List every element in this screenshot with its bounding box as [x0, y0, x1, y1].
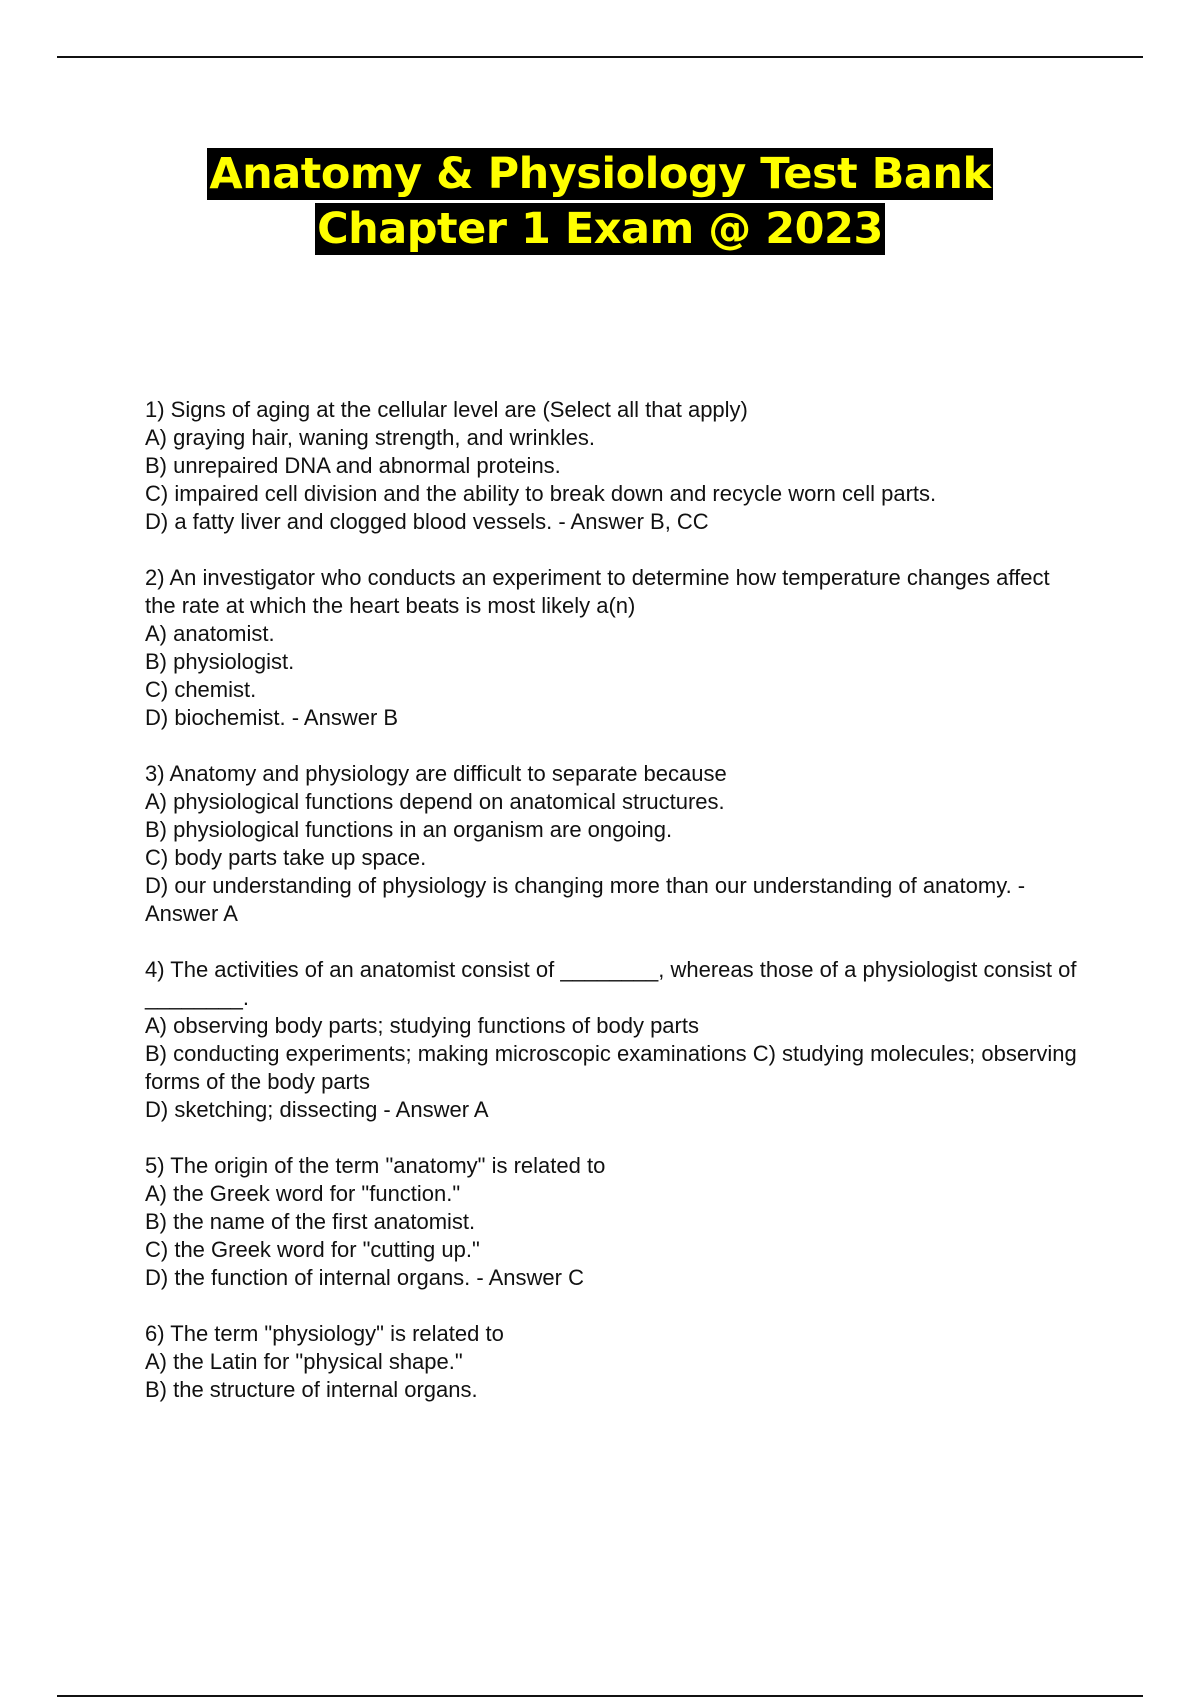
question-2-option-c: C) chemist.: [145, 677, 257, 702]
question-1-stem: 1) Signs of aging at the cellular level are (Select all that apply): [145, 397, 748, 422]
question-1-option-c: C) impaired cell division and the ability to break down and recycle worn cell parts.: [145, 481, 937, 506]
question-4-option-b-c: B) conducting experiments; making microscopic examinations C) studying molecules; observing forms of the body parts: [145, 1041, 1083, 1094]
question-6-option-b: B) the structure of internal organs.: [145, 1377, 478, 1402]
title-line-1: Anatomy & Physiology Test Bank: [209, 149, 991, 199]
question-4-option-a: A) observing body parts; studying functions of body parts: [145, 1013, 699, 1038]
question-2-option-b: B) physiologist.: [145, 649, 295, 674]
question-6-option-a: A) the Latin for "physical shape.": [145, 1349, 463, 1374]
question-4-stem-blank: ________.: [145, 985, 249, 1010]
question-2-option-d-answer: D) biochemist. - Answer B: [145, 705, 399, 730]
question-5-option-a: A) the Greek word for "function.": [145, 1181, 461, 1206]
top-rule: [57, 56, 1143, 58]
question-5: [145, 1152, 1085, 1292]
question-4: [145, 956, 1085, 1124]
question-6: [145, 1320, 1085, 1404]
question-1-option-a: A) graying hair, waning strength, and wrinkles.: [145, 425, 596, 450]
question-6-stem: 6) The term "physiology" is related to: [145, 1321, 504, 1346]
question-2: [145, 564, 1085, 732]
question-3-option-a: A) physiological functions depend on anatomical structures.: [145, 789, 725, 814]
title-line-2: Chapter 1 Exam @ 2023: [317, 204, 883, 254]
question-4-stem: 4) The activities of an anatomist consist of ________, whereas those of a physiologist consist of: [145, 957, 1077, 982]
question-1: [145, 396, 1085, 536]
question-5-option-b: B) the name of the first anatomist.: [145, 1209, 476, 1234]
question-3-option-d-answer: D) our understanding of physiology is changing more than our understanding of anatomy. - Answer A: [145, 873, 1031, 926]
question-3-option-c: C) body parts take up space.: [145, 845, 427, 870]
question-1-option-d-answer: D) a fatty liver and clogged blood vessels. - Answer B, CC: [145, 509, 709, 534]
document-title: [0, 148, 1200, 258]
question-3-stem: 3) Anatomy and physiology are difficult to separate because: [145, 761, 727, 786]
question-5-option-c: C) the Greek word for "cutting up.": [145, 1237, 480, 1262]
question-5-stem: 5) The origin of the term "anatomy" is related to: [145, 1153, 606, 1178]
question-2-stem: 2) An investigator who conducts an experiment to determine how temperature changes affect the rate at which the heart beats is most likely a(n): [145, 565, 1056, 618]
bottom-rule: [57, 1695, 1143, 1697]
question-2-option-a: A) anatomist.: [145, 621, 275, 646]
question-3-option-b: B) physiological functions in an organism are ongoing.: [145, 817, 673, 842]
question-list: [145, 396, 1085, 1432]
question-3: [145, 760, 1085, 928]
question-5-option-d-answer: D) the function of internal organs. - Answer C: [145, 1265, 584, 1290]
question-4-option-d-answer: D) sketching; dissecting - Answer A: [145, 1097, 489, 1122]
question-1-option-b: B) unrepaired DNA and abnormal proteins.: [145, 453, 561, 478]
